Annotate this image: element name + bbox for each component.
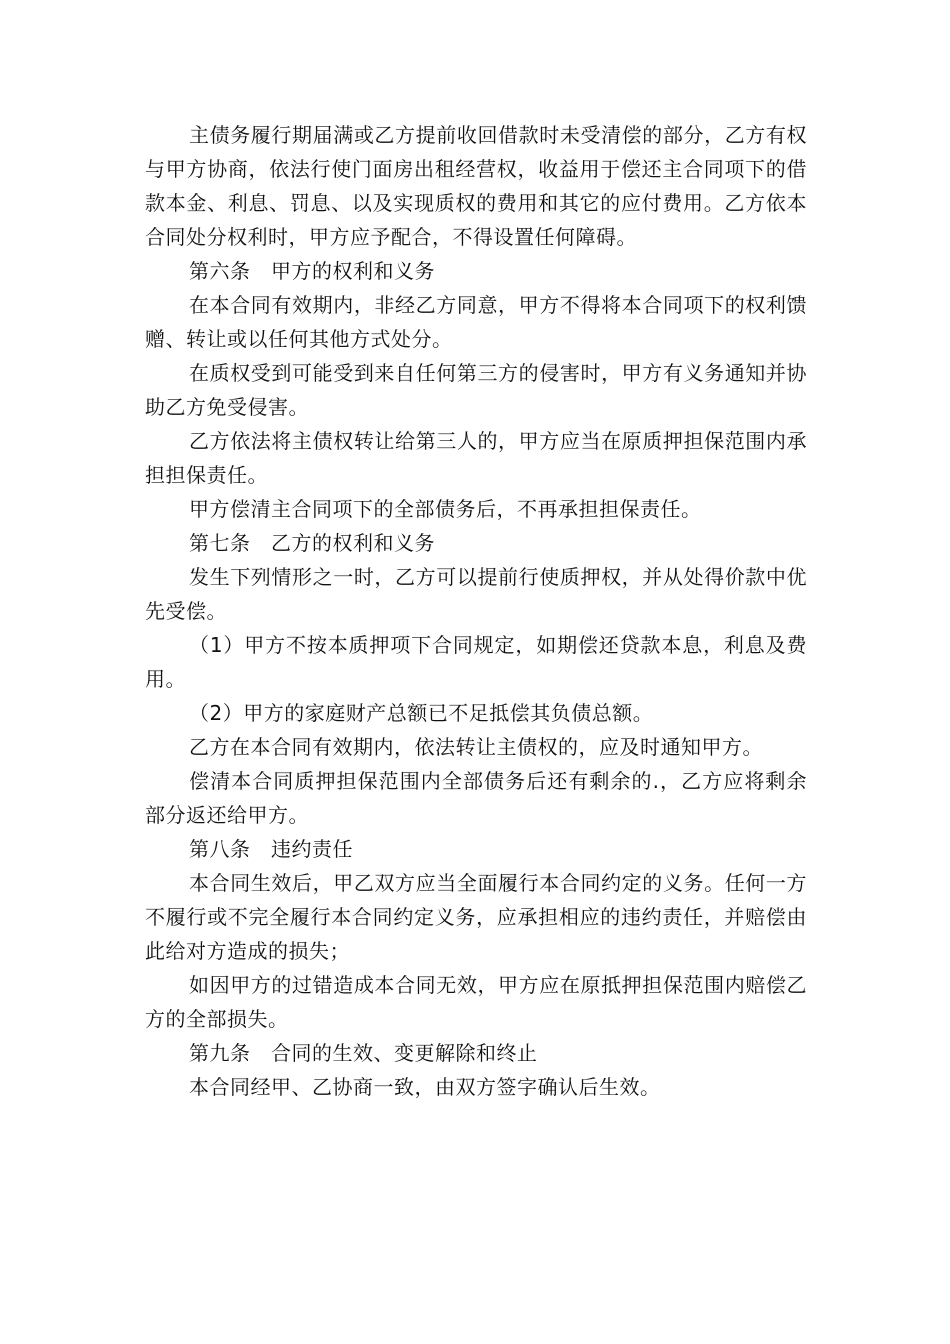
- heading-article-7: 第七条 乙方的权利和义务: [189, 531, 435, 555]
- list-item-2: （2）甲方的家庭财产总额已不足抵偿其负债总额。: [189, 701, 654, 725]
- document-body: [145, 118, 807, 1104]
- heading-article-9: 第九条 合同的生效、变更解除和终止: [189, 1041, 538, 1065]
- heading-article-8: 第八条 违约责任: [189, 837, 353, 861]
- paragraph-notify-transfer: 乙方在本合同有效期内，依法转让主债权的，应及时通知甲方。: [189, 735, 763, 759]
- paragraph-no-transfer: 在本合同有效期内，非经乙方同意，甲方不得将本合同项下的权利馈赠、转让或以任何其他方式处分。: [145, 293, 807, 351]
- paragraph-pledge-disposal: 主债务履行期届满或乙方提前收回借款时未受清偿的部分，乙方有权与甲方协商，依法行使门面房出租经营权，收益用于偿还主合同项下的借款本金、利息、罚息、以及实现质权的费用和其它的应付费用。乙方依本合同处分权利时，甲方应予配合，不得设置任何障碍。: [145, 123, 807, 249]
- paragraph-third-party-infringement: 在质权受到可能受到来自任何第三方的侵害时，甲方有义务通知并协助乙方免受侵害。: [145, 361, 807, 419]
- paragraph-guarantee-release: 甲方偿清主合同项下的全部债务后，不再承担担保责任。: [189, 497, 702, 521]
- heading-article-6: 第六条 甲方的权利和义务: [189, 259, 435, 283]
- paragraph-breach-liability: 本合同生效后，甲乙双方应当全面履行本合同约定的义务。任何一方不履行或不完全履行本合同约定义务，应承担相应的违约责任，并赔偿由此给对方造成的损失；: [145, 871, 807, 963]
- paragraph-creditor-transfer: 乙方依法将主债权转让给第三人的，甲方应当在原质押担保范围内承担担保责任。: [145, 429, 807, 487]
- paragraph-early-enforcement: 发生下列情形之一时，乙方可以提前行使质押权，并从处得价款中优先受偿。: [145, 565, 807, 623]
- paragraph-surplus-return: 偿清本合同质押担保范围内全部债务后还有剩余的.，乙方应将剩余部分返还给甲方。: [145, 769, 807, 827]
- paragraph-invalidity-compensation: 如因甲方的过错造成本合同无效，甲方应在原抵押担保范围内赔偿乙方的全部损失。: [145, 973, 807, 1031]
- paragraph-effectiveness: 本合同经甲、乙协商一致，由双方签字确认后生效。: [189, 1075, 661, 1099]
- list-item-1: （1）甲方不按本质押项下合同规定，如期偿还贷款本息，利息及费用。: [145, 633, 807, 691]
